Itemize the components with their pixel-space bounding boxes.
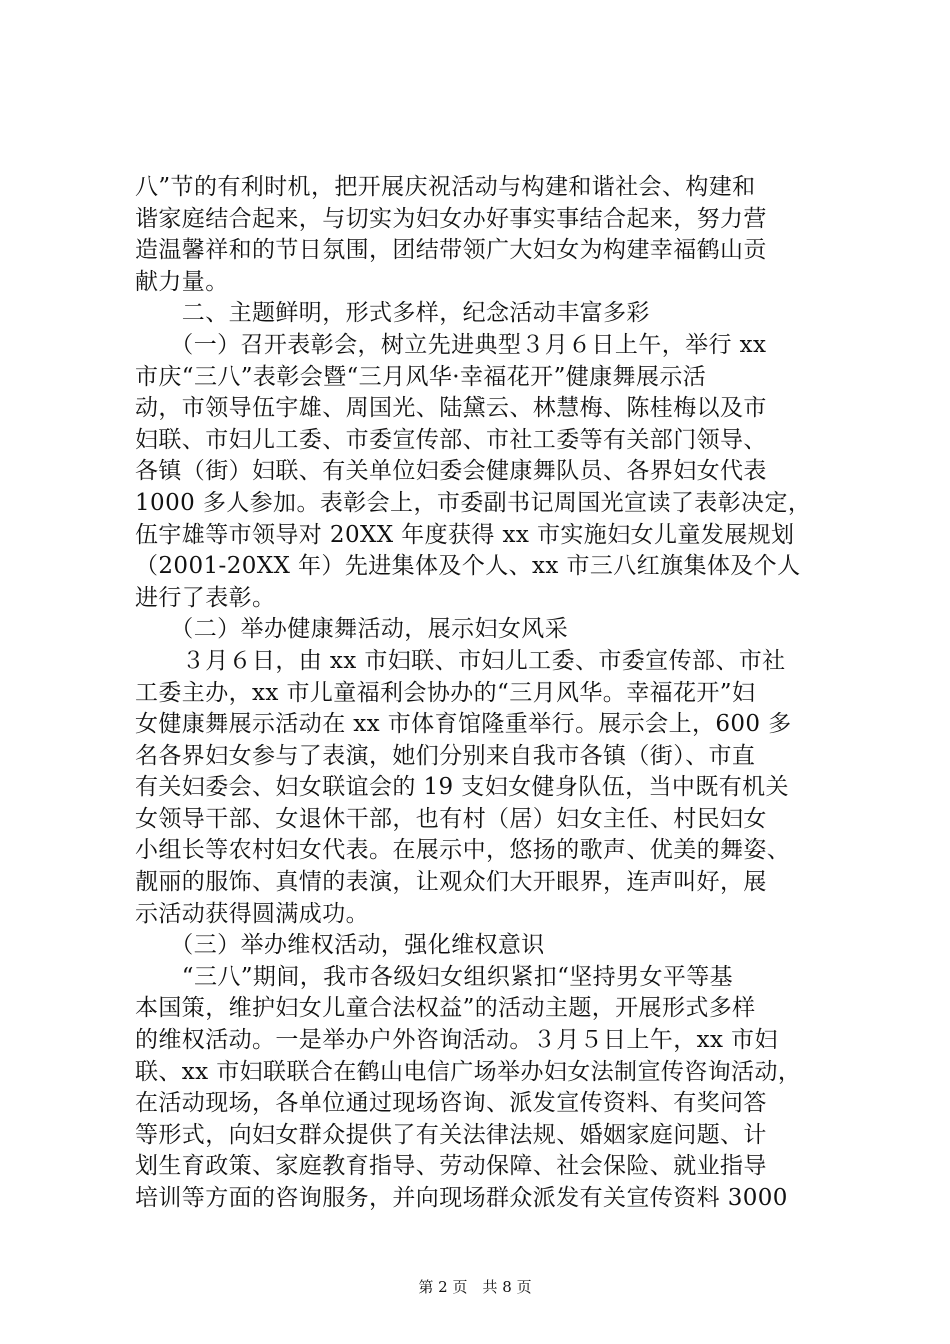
page-footer: 第 2 页 共 8 页 — [418, 1278, 532, 1296]
text-line: 二、主题鲜明，形式多样，纪念活动丰富多彩 — [135, 300, 650, 327]
text-line: 划生育政策、家庭教育指导、劳动保障、社会保险、就业指导 — [135, 1153, 767, 1180]
text-line: 联、xx 市妇联联合在鹤山电信广场举办妇女法制宣传咨询活动， — [135, 1058, 802, 1085]
text-line: 造温馨祥和的节日氛围，团结带领广大妇女为构建幸福鹤山贡 — [135, 237, 767, 264]
text-line: 本国策，维护妇女儿童合法权益”的活动主题，开展形式多样 — [135, 995, 756, 1022]
text-line: 谐家庭结合起来，与切实为妇女办好事实事结合起来，努力营 — [135, 205, 767, 232]
text-line: 进行了表彰。 — [135, 584, 276, 611]
text-line: 小组长等农村妇女代表。在展示中，悠扬的歌声、优美的舞姿、 — [135, 837, 791, 864]
text-line: 等形式，向妇女群众提供了有关法律法规、婚姻家庭问题、计 — [135, 1121, 767, 1148]
text-line: 有关妇委会、妇女联谊会的 19 支妇女健身队伍，当中既有机关 — [135, 774, 789, 801]
text-line: 名各界妇女参与了表演，她们分别来自我市各镇（街）、市直 — [135, 742, 756, 769]
text-line: 八”节的有利时机，把开展庆祝活动与构建和谐社会、构建和 — [135, 174, 756, 200]
text-line: （一）召开表彰会，树立先进典型３月６日上午，举行 xx — [135, 331, 767, 358]
text-line: 女健康舞展示活动在 xx 市体育馆隆重举行。展示会上，600 多 — [135, 711, 792, 738]
text-line: “三八”期间，我市各级妇女组织紧扣“坚持男女平等基 — [135, 963, 734, 990]
text-line: 靓丽的服饰、真情的表演，让观众们大开眼界，连声叫好，展 — [135, 869, 767, 896]
text-line: 伍宇雄等市领导对 20XX 年度获得 xx 市实施妇女儿童发展规划 — [135, 521, 795, 548]
text-line: 1000 多人参加。表彰会上，市委副书记周国光宣读了表彰决定， — [135, 489, 812, 516]
text-line: 女领导干部、女退休干部，也有村（居）妇女主任、村民妇女 — [135, 805, 767, 832]
text-line: 培训等方面的咨询服务，并向现场群众派发有关宣传资料 3000 — [135, 1185, 788, 1211]
text-line: 在活动现场，各单位通过现场咨询、派发宣传资料、有奖问答 — [135, 1090, 767, 1117]
text-line: 工委主办，xx 市儿童福利会协办的“三月风华。幸福花开”妇 — [135, 679, 756, 706]
text-line: ３月６日，由 xx 市妇联、市妇儿工委、市委宣传部、市社 — [135, 647, 786, 674]
text-line: （三）举办维权活动，强化维权意识 — [135, 932, 545, 959]
text-line: （二）举办健康舞活动，展示妇女风采 — [135, 616, 569, 643]
text-line: 的维权活动。一是举办户外咨询活动。３月５日上午，xx 市妇 — [135, 1027, 778, 1054]
text-line: 示活动获得圆满成功。 — [135, 900, 369, 927]
text-line: （2001-20XX 年）先进集体及个人、xx 市三八红旗集体及个人 — [135, 553, 801, 580]
text-line: 妇联、市妇儿工委、市委宣传部、市社工委等有关部门领导、 — [135, 426, 767, 453]
body-text — [135, 172, 835, 1215]
text-line: 各镇（街）妇联、有关单位妇委会健康舞队员、各界妇女代表 — [135, 458, 767, 485]
text-line: 献力量。 — [135, 268, 229, 295]
text-line: 市庆“三八”表彰会暨“三月风华·幸福花开”健康舞展示活 — [135, 363, 707, 390]
text-line: 动，市领导伍宇雄、周国光、陆黛云、林慧梅、陈桂梅以及市 — [135, 395, 767, 422]
